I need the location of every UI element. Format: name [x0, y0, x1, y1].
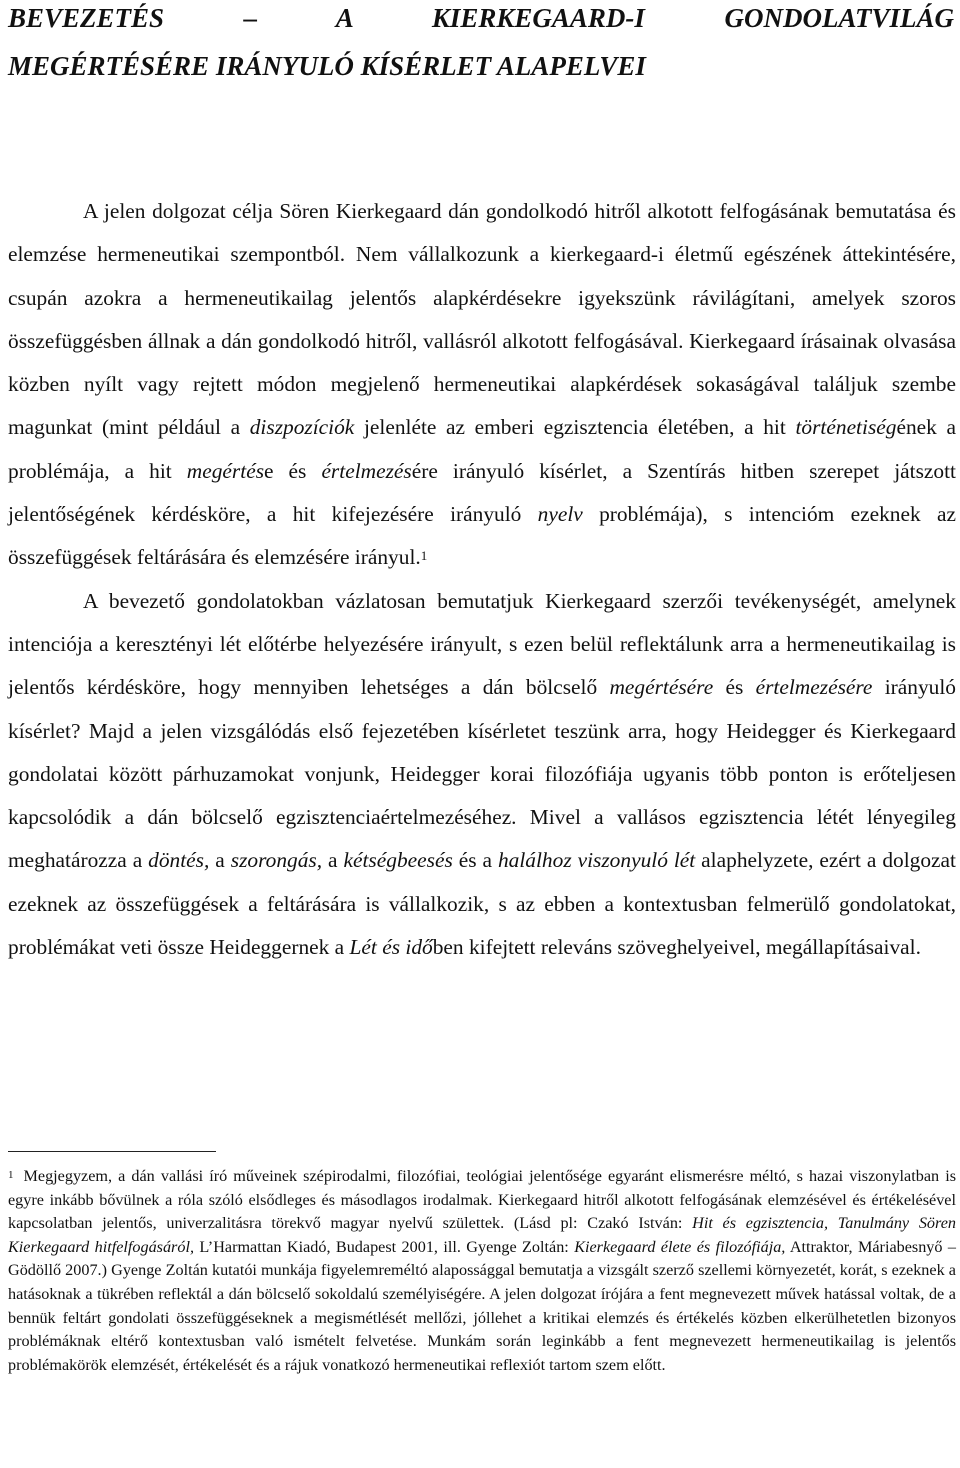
- text-run: a: [209, 848, 231, 873]
- body-text: [8, 190, 956, 969]
- text-run: jelenléte az emberi egzisztencia életében, a hit: [354, 415, 796, 440]
- italic-term: diszpozíciók: [249, 415, 355, 440]
- text-run: e és: [264, 458, 322, 483]
- text-run: alaphelyzete, ezért a dolgozat ezeknek az összefüggések a feltárására is vállalkozik, s az ebben a kontextusban felmerülő gondolatokat, problémákat veti össze Heideggernek a: [8, 848, 956, 960]
- italic-term: történetiség: [795, 415, 897, 440]
- text-run: és: [713, 675, 756, 700]
- text-run: problémája), s intencióm ezeknek az összefüggések feltárására és elemzésére irányul.: [8, 502, 956, 570]
- text-run: A jelen dolgozat célja Sören Kierkegaard dán gondolkodó hitről alkotott felfogásának bemutatása és elemzése hermeneutikai szempontból. Nem vállalkozunk a kierkegaard-i életmű egészének áttekintésére, csupán azokra a hermeneutikailag jelentős alapkérdésekre igyekszünk rávilágítani, amelyek szoros összefüggésben állnak a dán gondolkodó hitről, vallásról alkotott felfogásával. Kierkegaard írásainak olvasása közben nyílt vagy rejtett módon megjelenő hermeneutikai alapkérdések sokaságával találjuk szembe magunkat (mint például a: [8, 199, 956, 440]
- text-run: A bevezető gondolatokban vázlatosan bemutatjuk Kierkegaard szerzői tevékenységét, amelynek intenciója a keresztényi lét előtérbe helyezésére irányult, s ezen belül reflektálunk arra a hermeneutikailag is jelentős kérdésköre, hogy mennyiben lehetséges a dán bölcselő: [8, 588, 956, 700]
- text-run: ének a problémája, a hit: [8, 415, 956, 483]
- text-run: ére irányuló kísérlet, a Szentírás hitben szerepet játszott jelentőségének kérdésköre, a hit kifejezésére irányuló: [8, 458, 956, 527]
- text-run: L’Harmattan Kiadó, Budapest 2001, ill. Gyenge Zoltán:: [194, 1237, 575, 1256]
- chapter-title-line-1: [8, 0, 954, 38]
- italic-term: nyelv: [537, 502, 583, 527]
- italic-term: döntés,: [148, 848, 210, 873]
- italic-term: Lét és idő: [349, 935, 433, 960]
- footnote-separator: [8, 1151, 216, 1152]
- text-run: irányuló kísérlet? Majd a jelen vizsgálódás első fejezetében kísérletet teszünk arra, hogy Heidegger és Kierkegaard gondolatai között párhuzamokat vonjunk, Heidegger korai filozófiája ugyanis több ponton is erőteljesen kapcsolódik a dán bölcselő egzisztenciaértelmezéséhez. Mivel a vallásos egzisztencia létét lényegileg meghatározza a: [8, 675, 956, 873]
- title-word: KIERKEGAARD-I: [431, 3, 645, 33]
- italic-term: szorongás,: [230, 848, 323, 873]
- italic-term: megértés: [186, 458, 265, 483]
- italic-citation: Kierkegaard élete és filozófiája,: [574, 1237, 786, 1256]
- italic-citation: Hit és egzisztencia, Tanulmány Sören Kierkegaard hitfelfogásáról,: [8, 1214, 957, 1256]
- footnote-reference[interactable]: 1: [420, 548, 428, 564]
- footnote-1: [8, 1165, 956, 1377]
- title-word: A: [335, 3, 353, 33]
- text-run: Attraktor, Máriabesnyő – Gödöllő 2007.) Gyenge Zoltán kutatói munkája figyelemreméltó alapossággal bemutatja a vizsgált szerző szellemi környezetét, korát, s ezeknek a hatásoknak a tükrében reflektál a dán bölcselő sokoldalú személyiségére. A jelen dolgozat írójára a fent megnevezett művek hatással voltak, de a bennük feltárt gondolati összefüggéseknek a megismétlését mellőzi, jóllehet a kritikai elemzés és értékelés közben elkerülhetetlen bizonyos problémáknak eltérő kontextusban való ismételt felvetése. Munkám során leginkább a fent megnevezett hermeneutikailag is jelentős problémakörök elemzését, értékelését és a rájuk vonatkozó hermeneutikai reflexiót tartom szem előtt.: [8, 1237, 956, 1374]
- footnote-marker: 1: [8, 1169, 14, 1181]
- title-word: –: [243, 3, 258, 33]
- text-run: ben kifejtett releváns szöveghelyeivel, megállapításaival.: [432, 935, 921, 960]
- italic-term: megértésére: [609, 675, 714, 700]
- italic-term: kétségbeesés: [343, 848, 453, 873]
- title-word: GONDOLATVILÁG: [724, 3, 954, 33]
- chapter-title-line-2: MEGÉRTÉSÉRE IRÁNYULÓ KÍSÉRLET ALAPELVEI: [8, 51, 646, 81]
- italic-term: értelmezés: [321, 458, 412, 483]
- paragraph-1: [8, 190, 956, 580]
- italic-term: értelmezésére: [755, 675, 873, 700]
- text-run: Megjegyzem, a dán vallási író műveinek szépirodalmi, filozófiai, teológiai jelentősége egyaránt elismerésre méltó, s hazai viszonylatban is egyre inkább bővülnek a róla szóló elsődleges és másodlagos irodalmak. Kierkegaard hitről alkotott felfogásának elemzésével és értékelésével kapcsolatban jelentős, univerzalitásra törekvő magyar nyelvű születtek. (Lásd pl: Czakó István:: [8, 1167, 956, 1233]
- text-run: a: [322, 848, 344, 873]
- title-word: BEVEZETÉS: [8, 3, 165, 33]
- text-run: és a: [452, 848, 498, 873]
- paragraph-2: [8, 580, 956, 970]
- italic-term: halálhoz viszonyuló lét: [497, 848, 696, 873]
